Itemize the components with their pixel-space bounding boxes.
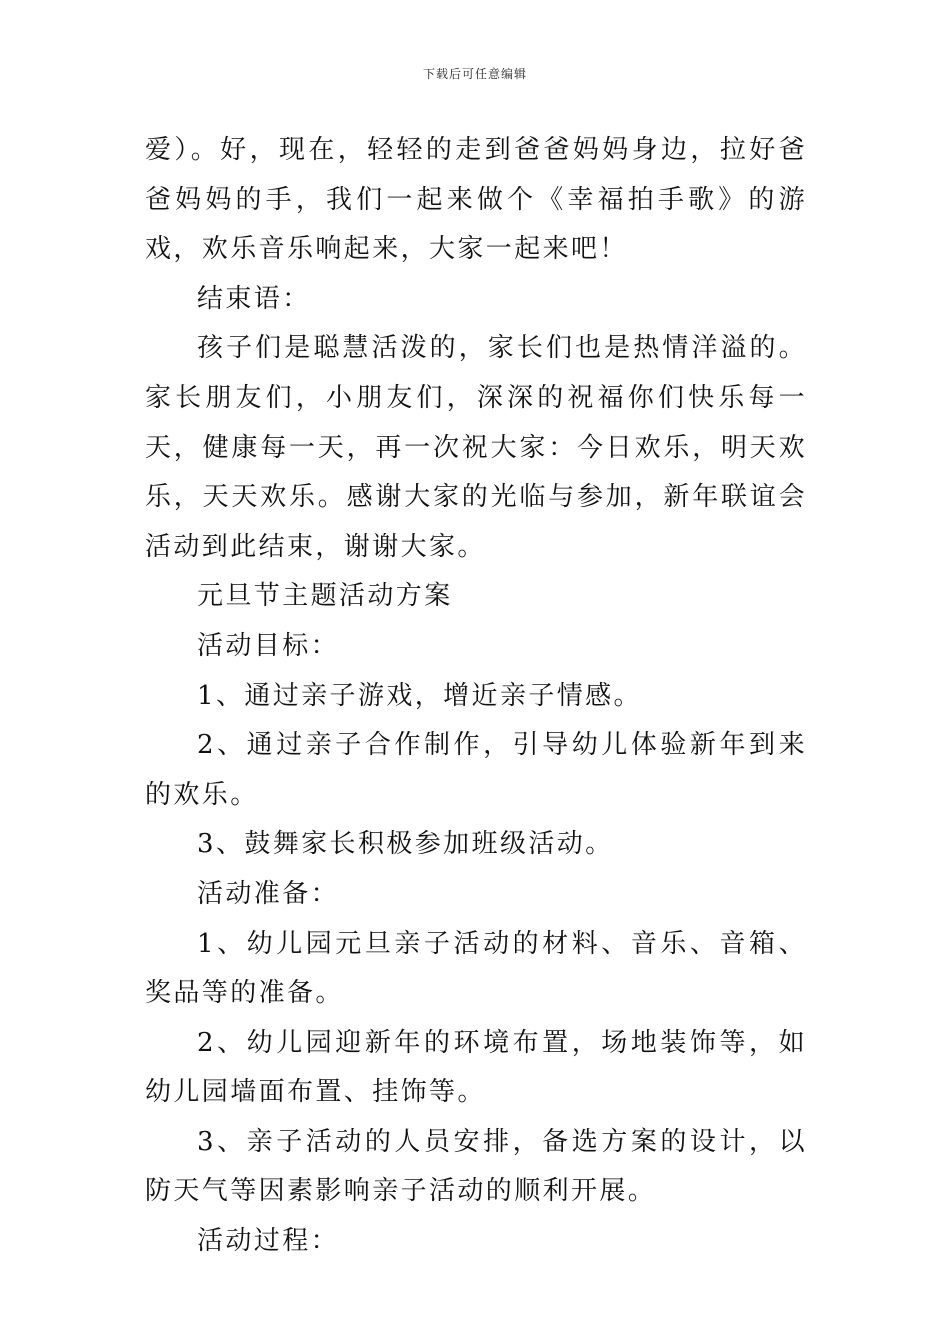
preparation-item-1: 1、幼儿园元旦亲子活动的材料、音乐、音箱、奖品等的准备。	[145, 928, 807, 1009]
paragraph-closing: 孩子们是聪慧活泼的，家长们也是热情洋溢的。家长朋友们，小朋友们，深深的祝福你们快乐每一天，健康每一天，再一次祝大家：今日欢乐，明天欢乐，天天欢乐。感谢大家的光临与参加，新年联谊会活动到此结束，谢谢大家。	[145, 333, 807, 562]
goal-item-2: 2、通过亲子合作制作，引导幼儿体验新年到来的欢乐。	[145, 730, 807, 810]
heading-activity-goals: 活动目标：	[197, 630, 340, 661]
paragraph-continued: 爱）。好，现在，轻轻的走到爸爸妈妈身边，拉好爸爸妈妈的手，我们一起来做个《幸福拍手歌》的游戏，欢乐音乐响起来，大家一起来吧！	[145, 135, 807, 265]
goal-item-1: 1、通过亲子游戏，增近亲子情感。	[197, 680, 642, 711]
preparation-item-3: 3、亲子活动的人员安排，备选方案的设计，以防天气等因素影响亲子活动的顺利开展。	[145, 1126, 807, 1207]
heading-activity-plan: 元旦节主题活动方案	[197, 581, 453, 612]
page-header: 下载后可任意编辑	[422, 67, 527, 81]
document-body	[145, 126, 807, 1267]
heading-closing-remarks: 结束语：	[197, 283, 311, 314]
heading-activity-process: 活动过程：	[197, 1226, 340, 1257]
goal-item-3: 3、鼓舞家长积极参加班级活动。	[197, 829, 614, 860]
heading-activity-preparation: 活动准备：	[197, 878, 340, 909]
preparation-item-2: 2、幼儿园迎新年的环境布置，场地装饰等，如幼儿园墙面布置、挂饰等。	[145, 1027, 807, 1108]
